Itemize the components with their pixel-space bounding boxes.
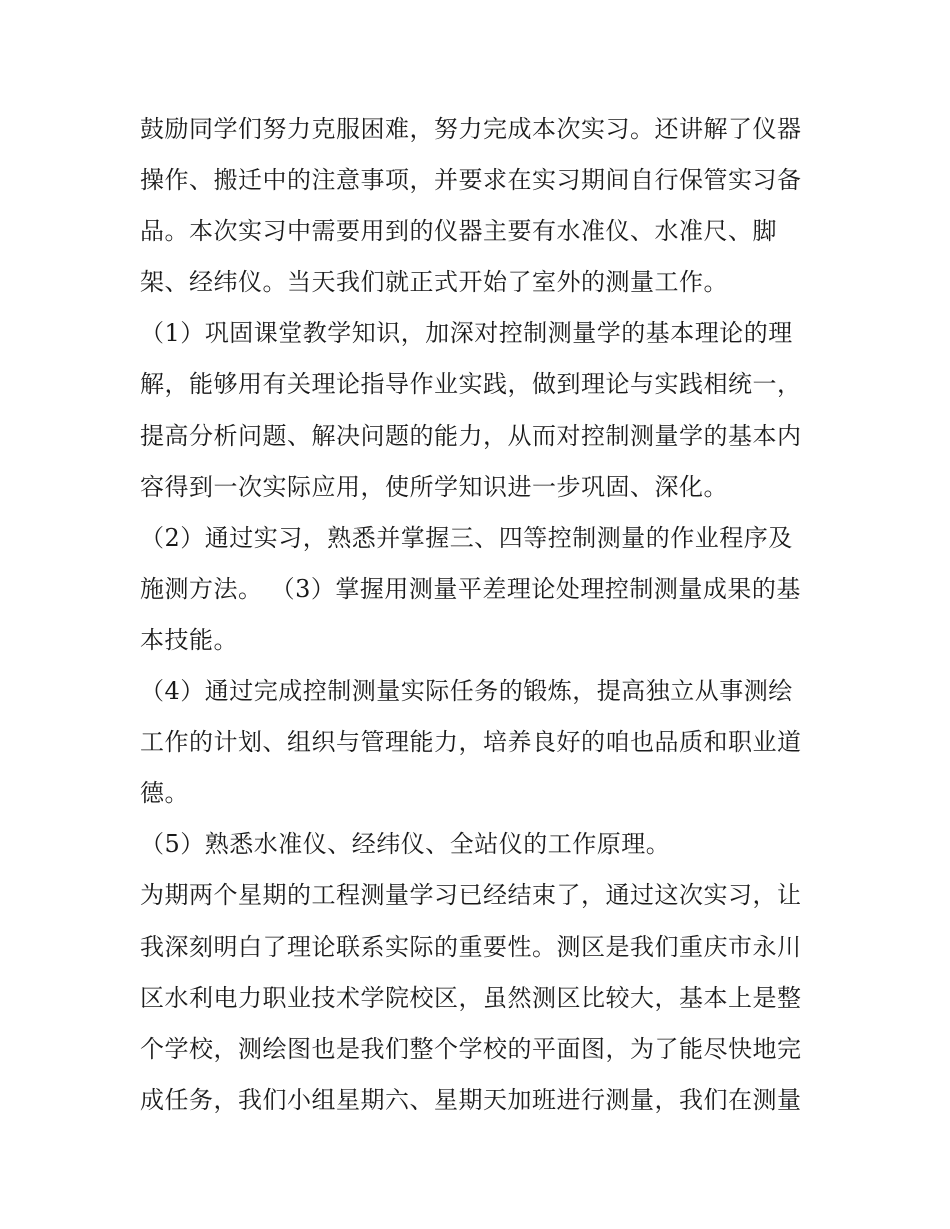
text-line-13: 工作的计划、组织与管理能力，培养良好的咱也品质和职业道 <box>140 728 802 757</box>
text-line-4: 架、经纬仪。当天我们就正式开始了室外的测量工作。 <box>140 268 728 297</box>
text-line-15: （5）熟悉水准仪、经纬仪、全站仪的工作原理。 <box>140 830 671 859</box>
text-line-10: 施测方法。 （3）掌握用测量平差理论处理控制测量成果的基 <box>140 574 801 603</box>
text-line-5: （1）巩固课堂教学知识，加深对控制测量学的基本理论的理 <box>140 319 793 348</box>
text-line-14: 德。 <box>140 779 189 808</box>
text-line-18: 区水利电力职业技术学院校区，虽然测区比较大，基本上是整 <box>140 983 802 1012</box>
text-line-2: 操作、搬迁中的注意事项，并要求在实习期间自行保管实习备 <box>140 166 802 195</box>
text-line-16: 为期两个星期的工程测量学习已经结束了，通过这次实习，让 <box>140 881 802 910</box>
text-line-6: 解，能够用有关理论指导作业实践，做到理论与实践相统一， <box>140 370 802 399</box>
text-line-17: 我深刻明白了理论联系实际的重要性。测区是我们重庆市永川 <box>140 932 802 961</box>
text-line-7: 提高分析问题、解决问题的能力，从而对控制测量学的基本内 <box>140 421 802 450</box>
text-line-9: （2）通过实习，熟悉并掌握三、四等控制测量的作业程序及 <box>140 523 793 552</box>
text-line-8: 容得到一次实际应用，使所学知识进一步巩固、深化。 <box>140 472 728 501</box>
text-line-1: 鼓励同学们努力克服困难，努力完成本次实习。还讲解了仪器 <box>140 115 802 143</box>
text-line-11: 本技能。 <box>140 625 238 654</box>
text-line-19: 个学校，测绘图也是我们整个学校的平面图，为了能尽快地完 <box>140 1034 802 1063</box>
text-line-3: 品。本次实习中需要用到的仪器主要有水准仪、水准尺、脚 <box>140 217 777 246</box>
text-line-20: 成任务，我们小组星期六、星期天加班进行测量，我们在测量 <box>140 1085 802 1114</box>
text-line-12: （4）通过完成控制测量实际任务的锻炼，提高独立从事测绘 <box>140 677 793 706</box>
body-text <box>140 104 812 1126</box>
